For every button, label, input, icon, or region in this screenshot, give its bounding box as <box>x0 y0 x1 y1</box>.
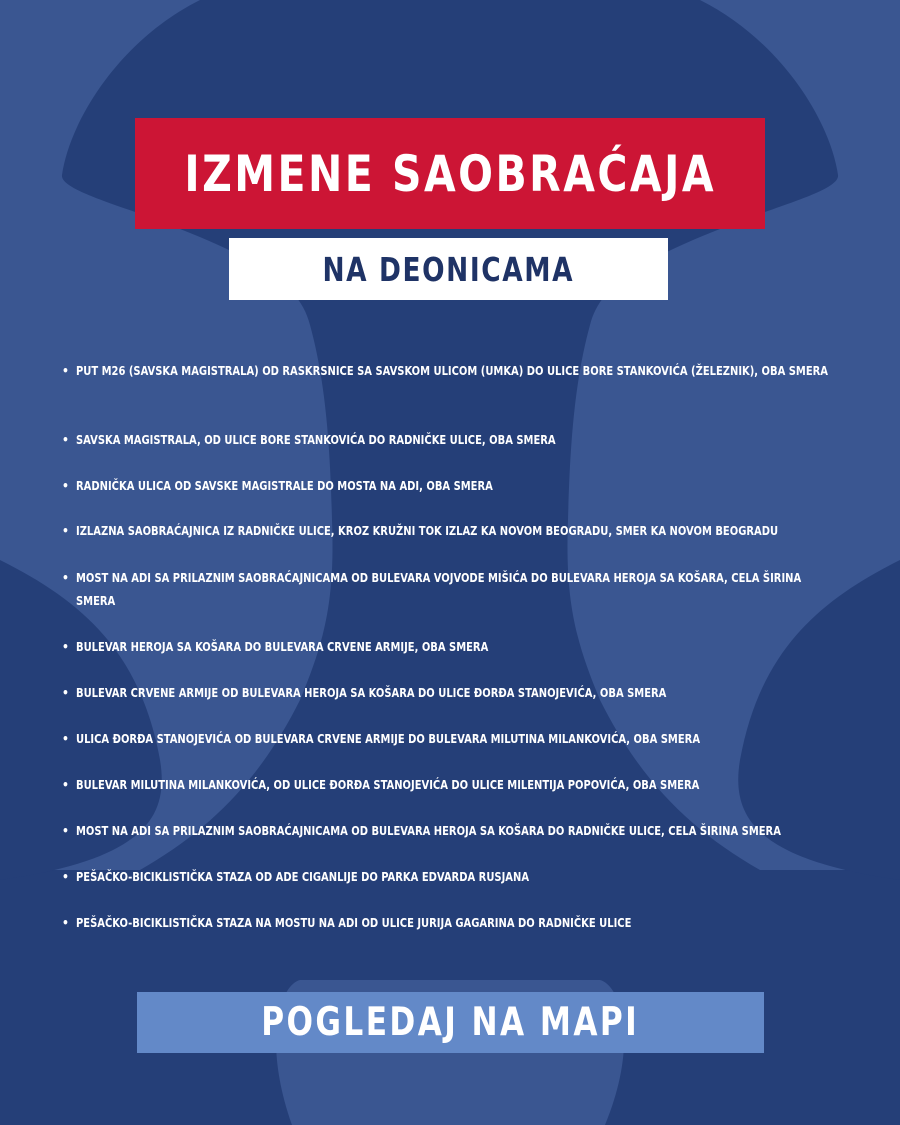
bullet-icon: • <box>62 686 69 700</box>
title-banner <box>135 118 765 229</box>
route-text: PEŠAČKO-BICIKLISTIČKA STAZA NA MOSTU NA ADI OD ULICE JURIJA GAGARINA DO RADNIČKE ULICE <box>76 916 632 930</box>
bullet-icon: • <box>62 571 69 585</box>
list-item <box>62 774 832 797</box>
bullet-icon: • <box>62 364 69 378</box>
bullet-icon: • <box>62 824 69 838</box>
route-text: BULEVAR MILUTINA MILANKOVIĆA, OD ULICE ĐORĐA STANOJEVIĆA DO ULICE MILENTIJA POPOVIĆA, OBA SMERA <box>76 778 700 792</box>
route-text: ULICA ĐORĐA STANOJEVIĆA OD BULEVARA CRVENE ARMIJE DO BULEVARA MILUTINA MILANKOVIĆA, OBA SMERA <box>76 732 701 746</box>
view-on-map-label: POGLEDAJ NA MAPI <box>261 1000 640 1045</box>
route-text: BULEVAR CRVENE ARMIJE OD BULEVARA HEROJA SA KOŠARA DO ULICE ĐORĐA STANOJEVIĆA, OBA SMERA <box>76 686 667 700</box>
page-subtitle: NA DEONICAMA <box>322 249 575 289</box>
bullet-icon: • <box>62 778 69 792</box>
bullet-icon: • <box>62 732 69 746</box>
list-item <box>62 682 832 705</box>
bullet-icon: • <box>62 524 69 538</box>
route-text: SAVSKA MAGISTRALA, OD ULICE BORE STANKOVIĆA DO RADNIČKE ULICE, OBA SMERA <box>76 433 556 447</box>
page-title: IZMENE SAOBRAĆAJA <box>184 144 716 203</box>
route-text: IZLAZNA SAOBRAĆAJNICA IZ RADNIČKE ULICE, KROZ KRUŽNI TOK IZLAZ KA NOVOM BEOGRADU, SMER KA NOVOM BEOGRADU <box>76 524 779 538</box>
route-text: RADNIČKA ULICA OD SAVSKE MAGISTRALE DO MOSTA NA ADI, OBA SMERA <box>76 479 493 493</box>
route-text: PUT M26 (SAVSKA MAGISTRALA) OD RASKRSNICE SA SAVSKOM ULICOM (UMKA) DO ULICE BORE STANKOVIĆA (ŽELEZNIK), OBA SMERA <box>76 364 829 378</box>
route-text: MOST NA ADI SA PRILAZNIM SAOBRAĆAJNICAMA OD BULEVARA HEROJA SA KOŠARA DO RADNIČKE ULICE, CELA ŠIRINA SMERA <box>76 824 781 838</box>
view-on-map-button[interactable] <box>137 992 764 1053</box>
list-item <box>62 728 832 751</box>
list-item <box>62 912 832 935</box>
bullet-icon: • <box>62 870 69 884</box>
bullet-icon: • <box>62 433 69 447</box>
list-item <box>62 567 832 613</box>
list-item <box>62 820 832 843</box>
list-item <box>62 360 832 383</box>
list-item <box>62 475 832 498</box>
list-item <box>62 429 832 452</box>
list-item <box>62 636 832 659</box>
list-item <box>62 520 832 543</box>
route-text: PEŠAČKO-BICIKLISTIČKA STAZA OD ADE CIGANLIJE DO PARKA EDVARDA RUSJANA <box>76 870 530 884</box>
bullet-icon: • <box>62 640 69 654</box>
route-text: BULEVAR HEROJA SA KOŠARA DO BULEVARA CRVENE ARMIJE, OBA SMERA <box>76 640 489 654</box>
subtitle-banner <box>229 238 668 300</box>
route-text: MOST NA ADI SA PRILAZNIM SAOBRAĆAJNICAMA OD BULEVARA VOJVODE MIŠIĆA DO BULEVARA HEROJA SA KOŠARA, CELA ŠIRINA SMERA <box>76 571 802 608</box>
bullet-icon: • <box>62 479 69 493</box>
list-item <box>62 866 832 889</box>
bullet-icon: • <box>62 916 69 930</box>
